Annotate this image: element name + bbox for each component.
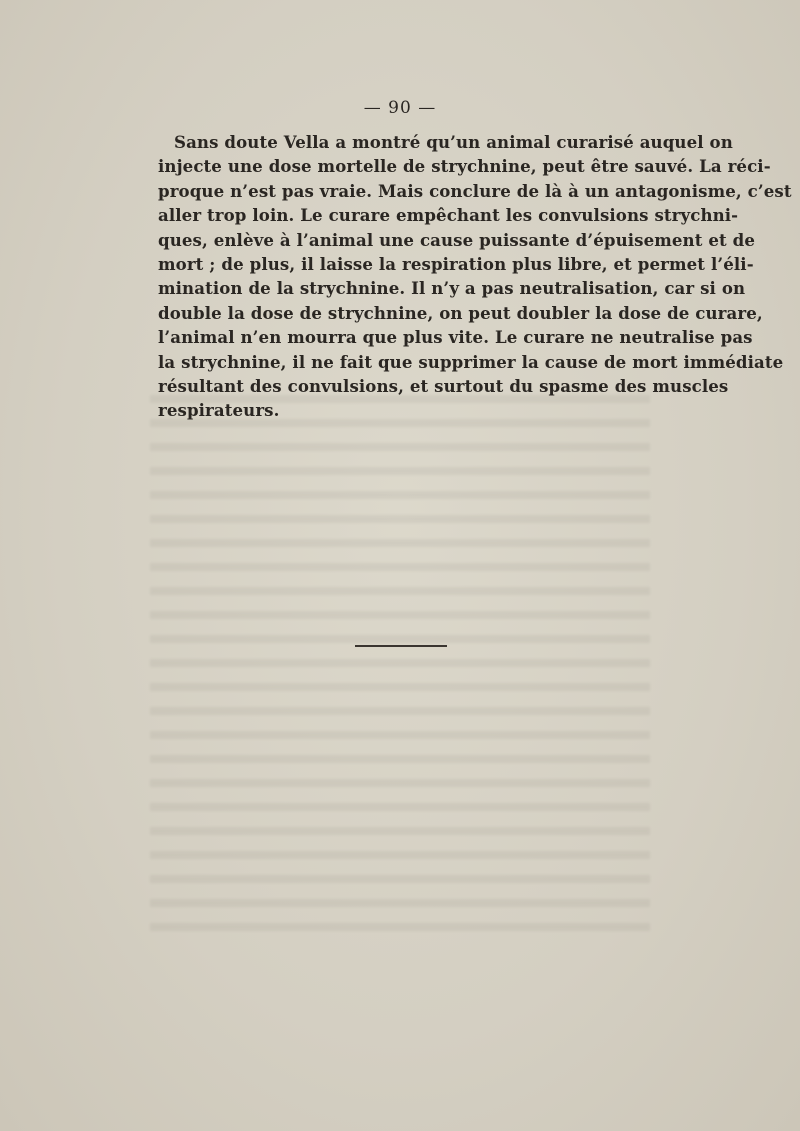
- text-line: mort ; de plus, il laisse la respiration plus libre, et permet l’éli-: [158, 254, 754, 275]
- body-paragraph: [158, 130, 792, 423]
- show-through-texture: [150, 395, 650, 935]
- text-line: injecte une dose mortelle de strychnine, peut être sauvé. La réci-: [158, 156, 771, 177]
- text-line: l’animal n’en mourra que plus vite. Le curare ne neutralise pas: [158, 327, 753, 348]
- text-line: Sans doute Vella a montré qu’un animal curarisé auquel on: [174, 132, 733, 152]
- text-line: aller trop loin. Le curare empêchant les convulsions strychni-: [158, 205, 739, 226]
- text-line: la strychnine, il ne fait que supprimer la cause de mort immédiate: [158, 351, 784, 372]
- text-line: résultant des convulsions, et surtout du spasme des muscles: [158, 376, 729, 397]
- text-line: respirateurs.: [158, 400, 280, 421]
- text-line: double la dose de strychnine, on peut doubler la dose de curare,: [158, 302, 763, 323]
- section-end-rule: [355, 645, 447, 647]
- page-number: — 90 —: [363, 98, 437, 118]
- text-line: ques, enlève à l’animal une cause puissante d’épuisement et de: [158, 229, 756, 250]
- text-line: proque n’est pas vraie. Mais conclure de là à un antagonisme, c’est: [158, 180, 792, 201]
- text-line: mination de la strychnine. Il n’y a pas neutralisation, car si on: [158, 278, 746, 299]
